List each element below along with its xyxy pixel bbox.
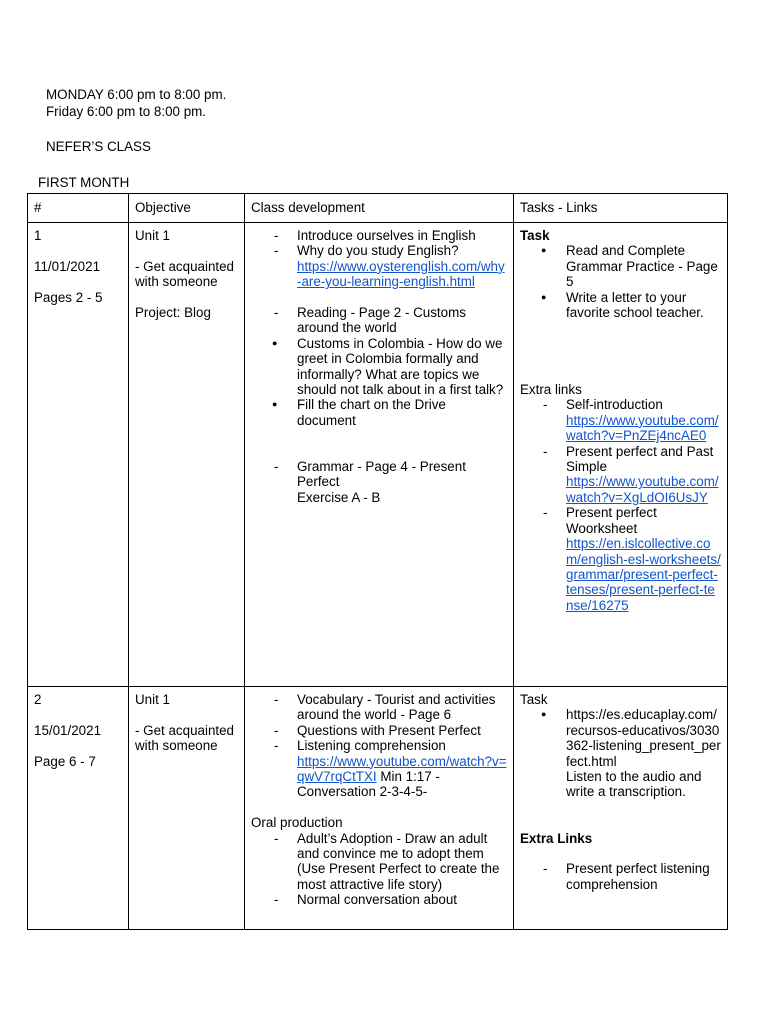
list-item	[251, 692, 507, 723]
table-header-row	[28, 194, 728, 223]
session-date: 15/01/2021	[34, 722, 102, 738]
list-item	[251, 723, 507, 738]
session-number: 1	[34, 228, 42, 243]
dev-item-subtext: Min 1:17 - Conversation 2-3-4-5-	[297, 769, 440, 800]
link-label: Self-introduction	[566, 397, 663, 413]
dev-item-text: Grammar - Page 4 - Present Perfect	[297, 459, 466, 490]
session-pages: Page 6 - 7	[34, 753, 96, 769]
islcollective-link[interactable]: https://en.islcollective.com/english-esl-worksheets/grammar/present-perfect-tenses/present-perfect-tense/16275	[566, 536, 721, 613]
column-header-tasks-links: Tasks - Links	[514, 194, 728, 223]
objective-text: - Get acquainted with someone	[135, 258, 235, 290]
oral-production-heading: Oral production	[251, 815, 343, 831]
dev-bullet-text: Customs in Colombia - How do we greet in Colombia formally and informally? What are topics we should not talk about in a first talk?	[297, 335, 504, 398]
extra-links-heading: Extra Links	[520, 830, 593, 846]
youtube-link[interactable]: https://www.youtube.com/watch?v=qwV7rqCtTXI	[297, 753, 507, 785]
syllabus-table	[27, 193, 728, 930]
link-label: Present perfect listening comprehension	[566, 861, 710, 892]
objective-text: - Get acquainted with someone	[135, 722, 235, 754]
oyster-english-link[interactable]: https://www.oysterenglish.com/why-are-you-learning-english.html	[297, 258, 505, 290]
list-item	[251, 243, 507, 289]
dev-item-text: Reading - Page 2 - Customs around the world	[297, 305, 466, 336]
column-header-number: #	[28, 194, 129, 223]
list-item	[251, 738, 507, 800]
task-url-text: https://es.educaplay.com/recursos-educativos/3030362-listening_present_perfect.html	[566, 707, 721, 769]
dev-item-text: Questions with Present Perfect	[297, 722, 481, 738]
list-item	[520, 290, 721, 321]
list-item	[520, 397, 721, 443]
dev-item-text: Normal conversation about	[297, 892, 458, 908]
list-item	[520, 861, 721, 892]
task-heading: Task	[520, 228, 550, 243]
dev-item-subtext: Exercise A - B	[297, 489, 381, 505]
task-text: Write a letter to your favorite school teacher.	[566, 289, 704, 321]
dev-item-text: Why do you study English?	[297, 243, 459, 259]
objective-cell	[129, 687, 245, 930]
list-item	[251, 228, 507, 243]
task-text: Read and Complete Grammar Practice - Page 5	[566, 243, 718, 290]
column-header-class-development: Class development	[245, 194, 514, 223]
dev-item-text: Introduce ourselves in English	[297, 228, 476, 243]
list-item	[251, 305, 507, 336]
list-item	[520, 243, 721, 289]
dev-item-text: Vocabulary - Tourist and activities around the world - Page 6	[297, 692, 496, 723]
session-date: 11/01/2021	[34, 258, 101, 274]
list-item	[520, 444, 721, 506]
session-pages: Pages 2 - 5	[34, 289, 103, 305]
dev-item-text: Listening comprehension	[297, 738, 446, 754]
link-label: Present perfect and Past Simple	[566, 443, 714, 475]
month-heading: FIRST MONTH	[38, 175, 130, 190]
dev-item-text: Adult’s Adoption - Draw an adult and convince me to adopt them (Use Present Perfect to create the most attractive life story)	[297, 830, 500, 892]
unit-label: Unit 1	[135, 692, 170, 707]
youtube-link[interactable]: https://www.youtube.com/watch?v=PnZEj4ncAE0	[566, 412, 719, 444]
session-cell	[28, 223, 129, 687]
tasks-links-cell	[514, 687, 728, 930]
youtube-link[interactable]: https://www.youtube.com/watch?v=XgLdOI6UsJY	[566, 474, 719, 505]
class-development-cell	[245, 687, 514, 930]
list-item	[251, 892, 507, 907]
schedule-friday: Friday 6:00 pm to 8:00 pm.	[46, 104, 207, 119]
dev-bullet-text: Fill the chart on the Drive document	[297, 397, 446, 428]
schedule-monday: MONDAY 6:00 pm to 8:00 pm.	[46, 87, 227, 102]
class-name: NEFER’S CLASS	[46, 139, 151, 154]
list-item	[251, 336, 507, 398]
list-item	[520, 707, 721, 799]
session-number: 2	[34, 692, 42, 707]
task-text: Listen to the audio and write a transcription.	[566, 769, 702, 800]
objective-cell	[129, 223, 245, 687]
table-row	[28, 223, 728, 687]
session-cell	[28, 687, 129, 930]
list-item	[251, 831, 507, 893]
list-item	[251, 459, 507, 505]
list-item	[251, 397, 507, 428]
extra-links-heading: Extra links	[520, 382, 582, 398]
tasks-links-cell	[514, 223, 728, 687]
task-heading: Task	[520, 692, 548, 707]
list-item	[520, 505, 721, 613]
unit-label: Unit 1	[135, 228, 170, 243]
column-header-objective: Objective	[129, 194, 245, 223]
class-development-cell	[245, 223, 514, 687]
link-label: Present perfect Woorksheet	[566, 505, 657, 536]
table-row	[28, 687, 728, 930]
project-text: Project: Blog	[135, 305, 211, 320]
